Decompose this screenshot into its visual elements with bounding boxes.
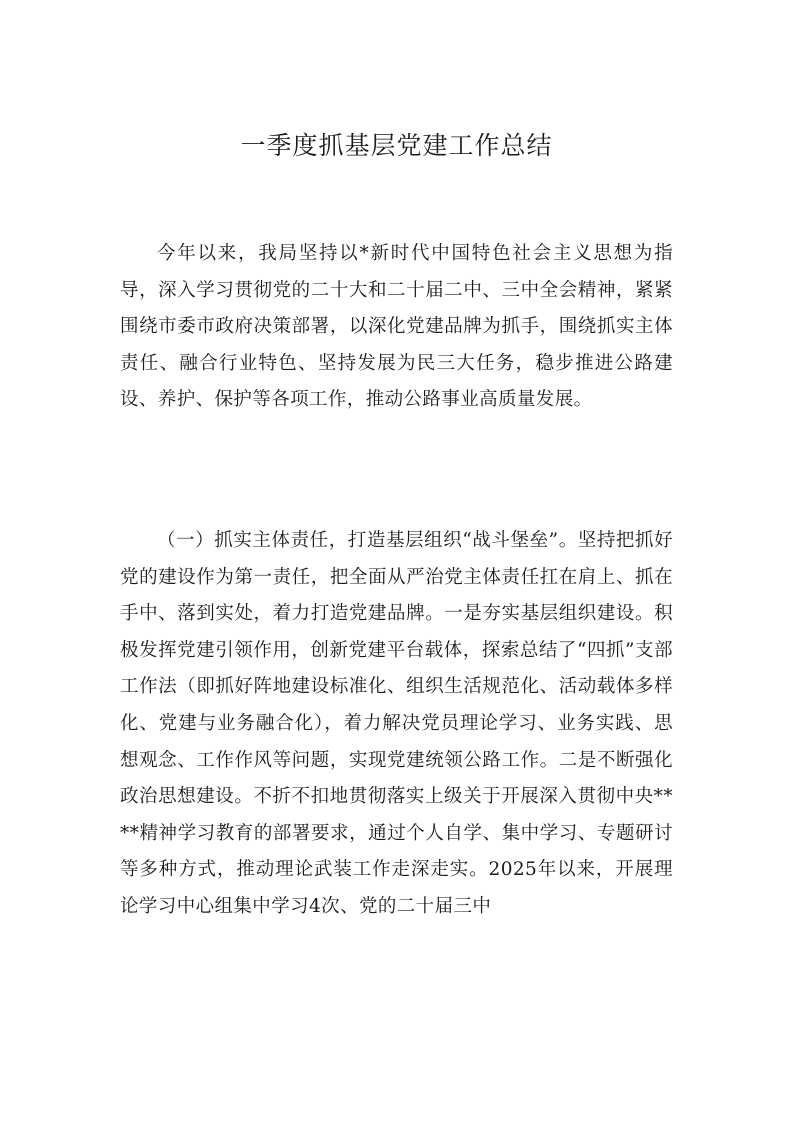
paragraph-section-one: （一）抓实主体责任，打造基层组织“战斗堡垒”。坚持把抓好党的建设作为第一责任，把全面从严治党主体责任扛在肩上、抓在手中、落到实处，着力打造党建品牌。一是夯实基层组织建设。积极发挥党建引领作用，创新党建平台载体，探索总结了“四抓”支部工作法（即抓好阵地建设标准化、组织生活规范化、活动载体多样化、党建与业务融合化），着力解决党员理论学习、业务实践、思想观念、工作作风等问题，实现党建统领公路工作。二是不断强化政治思想建设。不折不扣地贯彻落实上级关于开展深入贯彻中央****精神学习教育的部署要求，通过个人自学、集中学习、专题研讨等多种方式，推动理论武装工作走深走实。2025年以来，开展理论学习中心组集中学习4次、党的二十届三中 [120, 530, 673, 917]
paragraph-intro: 今年以来，我局坚持以*新时代中国特色社会主义思想为指导，深入学习贯彻党的二十大和二十届二中、三中全会精神，紧紧围绕市委市政府决策部署，以深化党建品牌为抓手，围绕抓实主体责任、融合行业特色、坚持发展为民三大任务，稳步推进公路建设、养护、保护等各项工作，推动公路事业高质量发展。 [120, 243, 673, 411]
document-title: 一季度抓基层党建工作总结 [240, 131, 553, 160]
